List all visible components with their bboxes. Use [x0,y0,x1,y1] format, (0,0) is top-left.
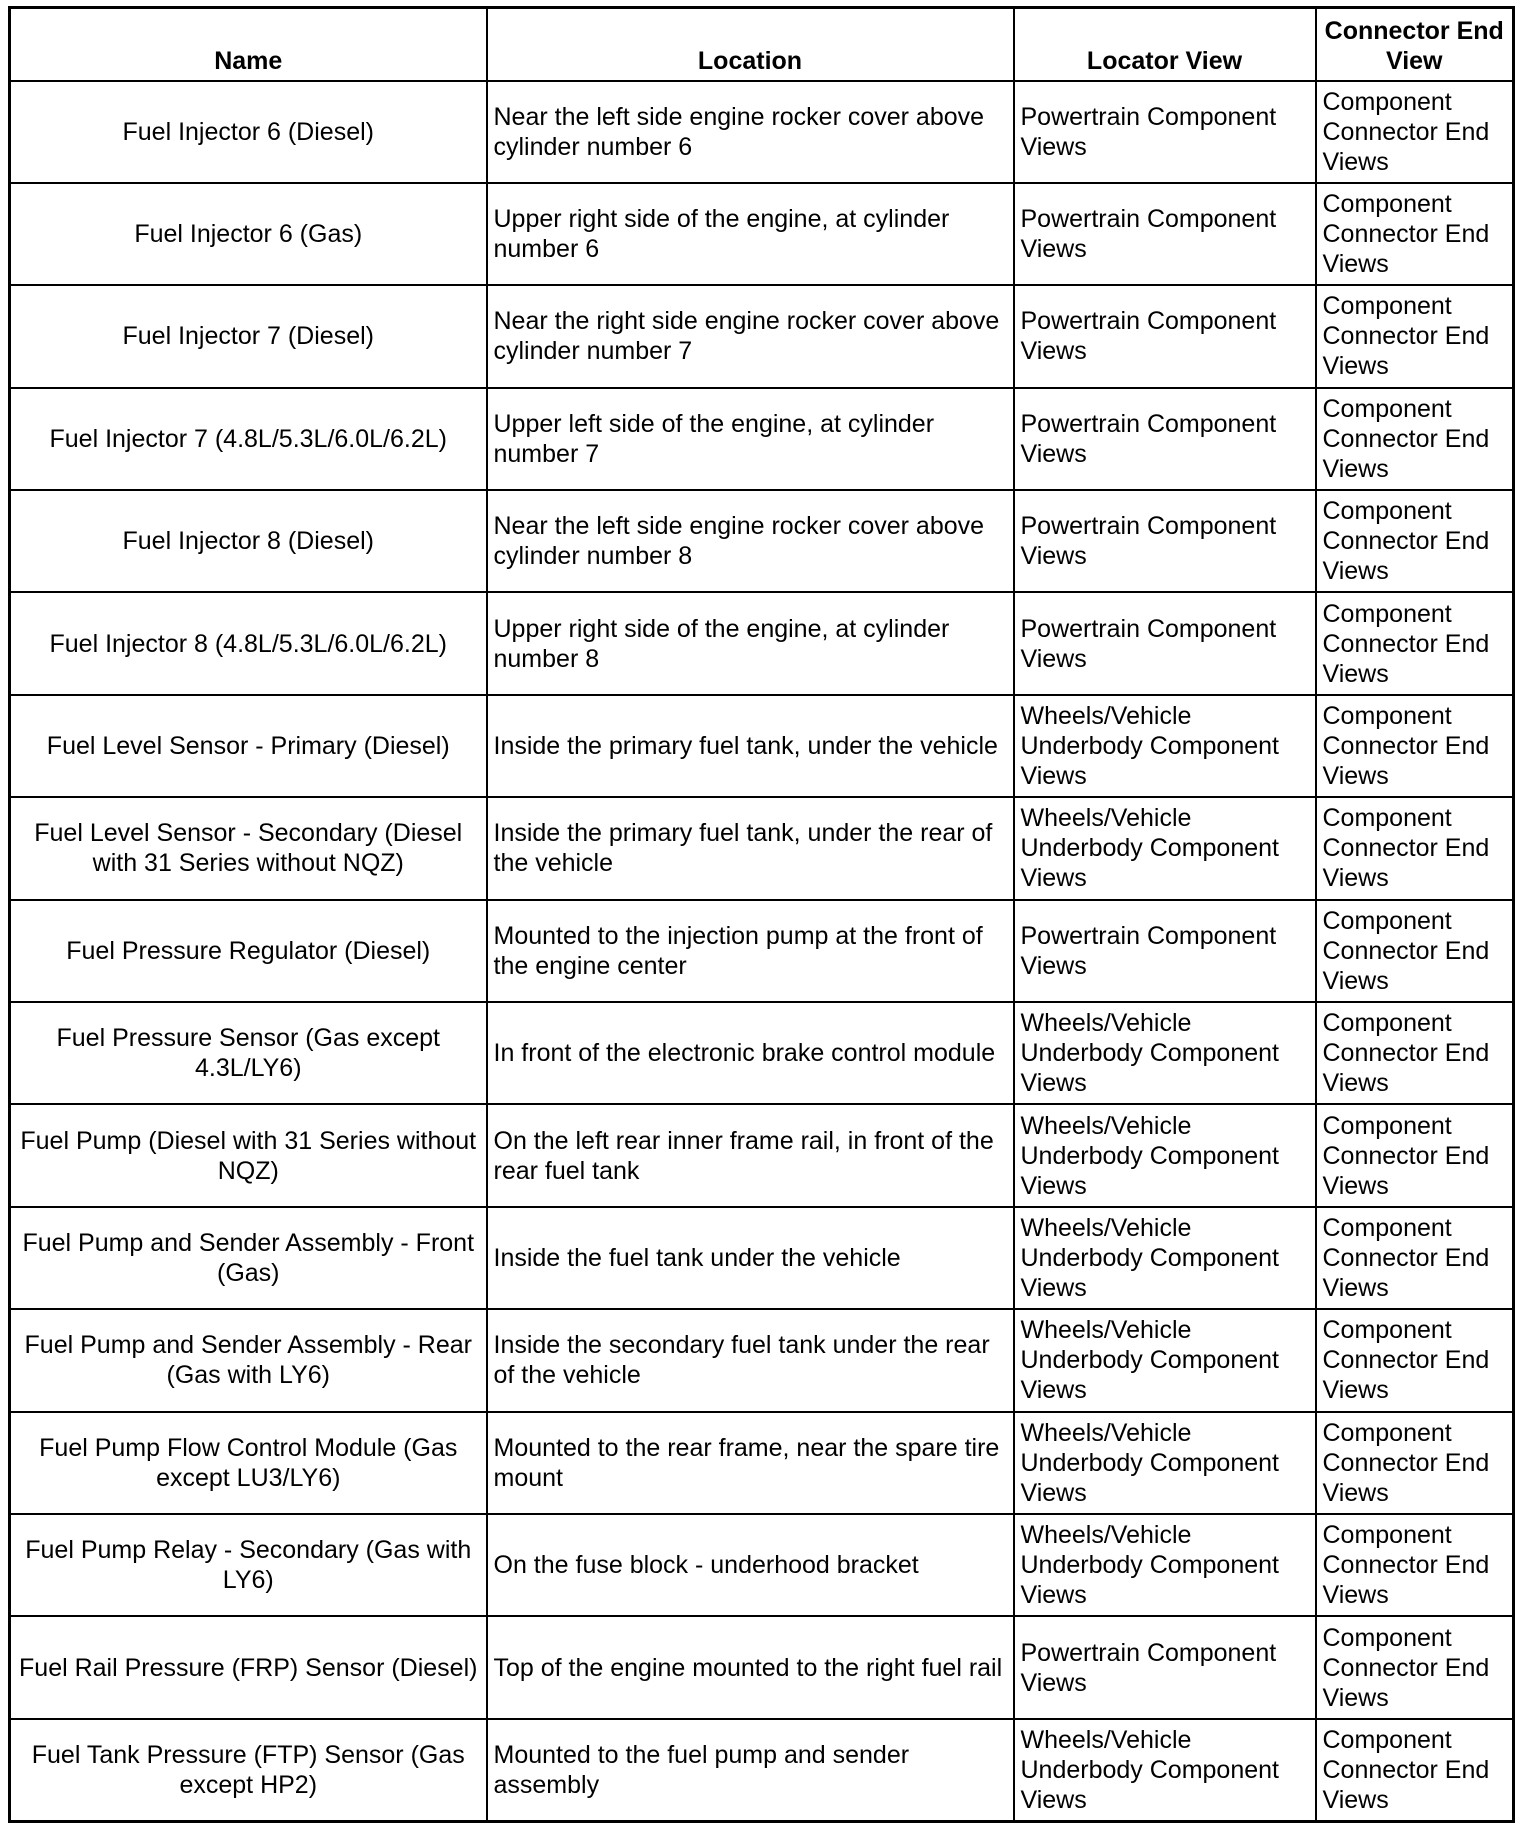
table-row [10,1412,1514,1514]
table-row [10,388,1514,490]
cell-locator-view: Wheels/Vehicle Underbody Component Views [1014,1104,1316,1206]
header-name: Name [10,8,487,81]
cell-name: Fuel Level Sensor - Primary (Diesel) [10,695,487,797]
header-locator-view: Locator View [1014,8,1316,81]
cell-connector-end-view: Component Connector End Views [1316,388,1514,490]
cell-connector-end-view: Component Connector End Views [1316,592,1514,694]
cell-connector-end-view: Component Connector End Views [1316,1412,1514,1514]
cell-name: Fuel Pump Relay - Secondary (Gas with LY6) [10,1514,487,1616]
cell-location: Inside the primary fuel tank, under the rear of the vehicle [487,797,1014,899]
table-row [10,1309,1514,1411]
cell-connector-end-view: Component Connector End Views [1316,1514,1514,1616]
table-row [10,183,1514,285]
cell-location: Inside the primary fuel tank, under the vehicle [487,695,1014,797]
document-page [8,6,1512,1820]
cell-connector-end-view: Component Connector End Views [1316,1002,1514,1104]
cell-locator-view: Powertrain Component Views [1014,490,1316,592]
cell-location: On the left rear inner frame rail, in front of the rear fuel tank [487,1104,1014,1206]
cell-connector-end-view: Component Connector End Views [1316,1104,1514,1206]
cell-connector-end-view: Component Connector End Views [1316,285,1514,387]
cell-name: Fuel Pump Flow Control Module (Gas except LU3/LY6) [10,1412,487,1514]
cell-connector-end-view: Component Connector End Views [1316,1616,1514,1718]
cell-location: Near the left side engine rocker cover above cylinder number 6 [487,81,1014,183]
cell-location: Upper left side of the engine, at cylinder number 7 [487,388,1014,490]
cell-locator-view: Wheels/Vehicle Underbody Component Views [1014,1719,1316,1821]
cell-locator-view: Wheels/Vehicle Underbody Component Views [1014,1002,1316,1104]
cell-locator-view: Powertrain Component Views [1014,592,1316,694]
cell-locator-view: Powertrain Component Views [1014,900,1316,1002]
cell-name: Fuel Pressure Regulator (Diesel) [10,900,487,1002]
cell-location: Mounted to the fuel pump and sender assembly [487,1719,1014,1821]
table-row [10,592,1514,694]
cell-connector-end-view: Component Connector End Views [1316,183,1514,285]
cell-connector-end-view: Component Connector End Views [1316,490,1514,592]
cell-locator-view: Wheels/Vehicle Underbody Component Views [1014,1412,1316,1514]
cell-name: Fuel Injector 8 (Diesel) [10,490,487,592]
cell-name: Fuel Pump and Sender Assembly - Front (Gas) [10,1207,487,1309]
cell-connector-end-view: Component Connector End Views [1316,81,1514,183]
table-row [10,797,1514,899]
cell-locator-view: Wheels/Vehicle Underbody Component Views [1014,797,1316,899]
table-row [10,285,1514,387]
cell-name: Fuel Rail Pressure (FRP) Sensor (Diesel) [10,1616,487,1718]
cell-connector-end-view: Component Connector End Views [1316,1719,1514,1821]
table-row [10,1616,1514,1718]
table-row [10,900,1514,1002]
cell-name: Fuel Pump and Sender Assembly - Rear (Gas with LY6) [10,1309,487,1411]
header-connector-end-view: Connector End View [1316,8,1514,81]
cell-connector-end-view: Component Connector End Views [1316,900,1514,1002]
cell-connector-end-view: Component Connector End Views [1316,695,1514,797]
table-row [10,1514,1514,1616]
header-row [10,8,1514,81]
cell-location: Upper right side of the engine, at cylinder number 8 [487,592,1014,694]
cell-name: Fuel Pump (Diesel with 31 Series without NQZ) [10,1104,487,1206]
table-row [10,1207,1514,1309]
table-row [10,490,1514,592]
cell-location: Top of the engine mounted to the right fuel rail [487,1616,1014,1718]
table-row [10,81,1514,183]
table-row [10,1104,1514,1206]
cell-connector-end-view: Component Connector End Views [1316,1207,1514,1309]
cell-location: Near the left side engine rocker cover above cylinder number 8 [487,490,1014,592]
cell-name: Fuel Injector 8 (4.8L/5.3L/6.0L/6.2L) [10,592,487,694]
cell-location: Inside the fuel tank under the vehicle [487,1207,1014,1309]
cell-locator-view: Powertrain Component Views [1014,285,1316,387]
cell-locator-view: Powertrain Component Views [1014,183,1316,285]
cell-location: Upper right side of the engine, at cylinder number 6 [487,183,1014,285]
table-row [10,695,1514,797]
cell-name: Fuel Level Sensor - Secondary (Diesel with 31 Series without NQZ) [10,797,487,899]
cell-connector-end-view: Component Connector End Views [1316,797,1514,899]
cell-location: Inside the secondary fuel tank under the rear of the vehicle [487,1309,1014,1411]
cell-locator-view: Powertrain Component Views [1014,81,1316,183]
component-locator-table [8,6,1515,1823]
cell-location: In front of the electronic brake control module [487,1002,1014,1104]
cell-locator-view: Powertrain Component Views [1014,1616,1316,1718]
header-location: Location [487,8,1014,81]
cell-name: Fuel Pressure Sensor (Gas except 4.3L/LY6) [10,1002,487,1104]
cell-location: Mounted to the injection pump at the front of the engine center [487,900,1014,1002]
cell-name: Fuel Injector 7 (4.8L/5.3L/6.0L/6.2L) [10,388,487,490]
cell-locator-view: Powertrain Component Views [1014,388,1316,490]
cell-connector-end-view: Component Connector End Views [1316,1309,1514,1411]
cell-locator-view: Wheels/Vehicle Underbody Component Views [1014,1514,1316,1616]
cell-location: Near the right side engine rocker cover above cylinder number 7 [487,285,1014,387]
cell-name: Fuel Tank Pressure (FTP) Sensor (Gas except HP2) [10,1719,487,1821]
cell-locator-view: Wheels/Vehicle Underbody Component Views [1014,695,1316,797]
cell-name: Fuel Injector 6 (Gas) [10,183,487,285]
table-row [10,1002,1514,1104]
cell-name: Fuel Injector 6 (Diesel) [10,81,487,183]
table-row [10,1719,1514,1821]
table-body [10,81,1514,1822]
cell-name: Fuel Injector 7 (Diesel) [10,285,487,387]
cell-locator-view: Wheels/Vehicle Underbody Component Views [1014,1309,1316,1411]
cell-location: On the fuse block - underhood bracket [487,1514,1014,1616]
cell-locator-view: Wheels/Vehicle Underbody Component Views [1014,1207,1316,1309]
cell-location: Mounted to the rear frame, near the spare tire mount [487,1412,1014,1514]
